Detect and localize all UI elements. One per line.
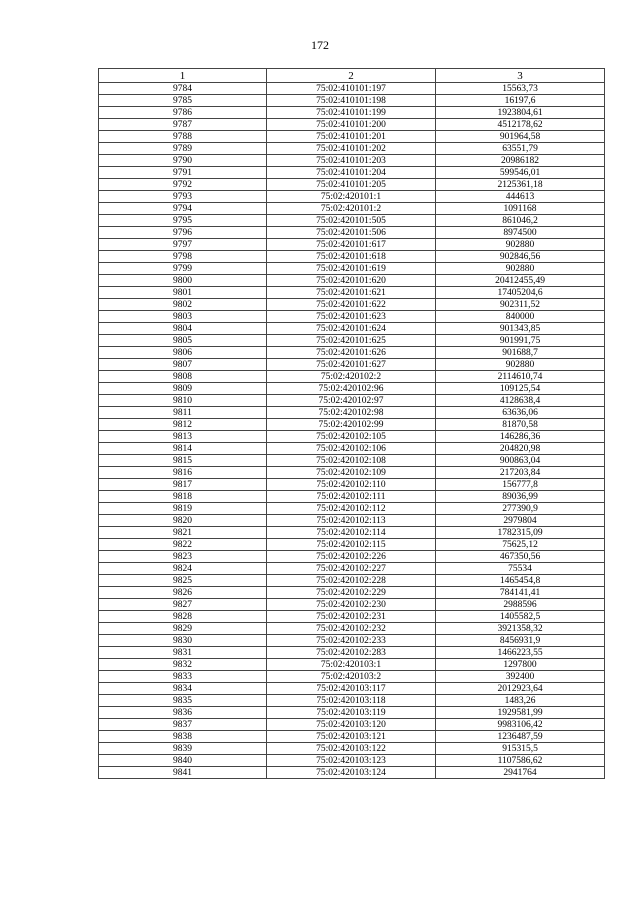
value-cell: 1929581,99	[436, 707, 605, 719]
cadastral-number-cell: 75:02:420102:114	[267, 527, 436, 539]
table-row	[99, 191, 605, 203]
table-row	[99, 155, 605, 167]
row-number-cell: 9829	[99, 623, 267, 635]
value-cell: 902880	[436, 263, 605, 275]
cadastral-number-cell: 75:02:420103:119	[267, 707, 436, 719]
row-number-cell: 9841	[99, 767, 267, 779]
cadastral-number-cell: 75:02:410101:201	[267, 131, 436, 143]
table-row	[99, 227, 605, 239]
value-cell: 902880	[436, 239, 605, 251]
value-cell: 1465454,8	[436, 575, 605, 587]
table-row	[99, 647, 605, 659]
value-cell: 15563,73	[436, 83, 605, 95]
cadastral-number-cell: 75:02:420102:111	[267, 491, 436, 503]
cadastral-number-cell: 75:02:420102:283	[267, 647, 436, 659]
cadastral-number-cell: 75:02:420102:109	[267, 467, 436, 479]
cadastral-number-cell: 75:02:410101:198	[267, 95, 436, 107]
cadastral-number-cell: 75:02:420101:625	[267, 335, 436, 347]
cadastral-number-cell: 75:02:420102:2	[267, 371, 436, 383]
value-cell: 1297800	[436, 659, 605, 671]
value-cell: 146286,36	[436, 431, 605, 443]
table-row	[99, 311, 605, 323]
row-number-cell: 9815	[99, 455, 267, 467]
row-number-cell: 9805	[99, 335, 267, 347]
cadastral-number-cell: 75:02:420103:1	[267, 659, 436, 671]
cadastral-number-cell: 75:02:410101:202	[267, 143, 436, 155]
value-cell: 277390,9	[436, 503, 605, 515]
row-number-cell: 9809	[99, 383, 267, 395]
value-cell: 2114610,74	[436, 371, 605, 383]
table-row	[99, 551, 605, 563]
row-number-cell: 9797	[99, 239, 267, 251]
value-cell: 901343,85	[436, 323, 605, 335]
row-number-cell: 9826	[99, 587, 267, 599]
row-number-cell: 9833	[99, 671, 267, 683]
cadastral-number-cell: 75:02:420101:622	[267, 299, 436, 311]
row-number-cell: 9788	[99, 131, 267, 143]
value-cell: 861046,2	[436, 215, 605, 227]
value-cell: 467350,56	[436, 551, 605, 563]
cadastral-number-cell: 75:02:410101:200	[267, 119, 436, 131]
table-row	[99, 167, 605, 179]
row-number-cell: 9825	[99, 575, 267, 587]
table-row	[99, 143, 605, 155]
row-number-cell: 9808	[99, 371, 267, 383]
row-number-cell: 9838	[99, 731, 267, 743]
cadastral-number-cell: 75:02:420103:121	[267, 731, 436, 743]
row-number-cell: 9839	[99, 743, 267, 755]
table-row	[99, 119, 605, 131]
row-number-cell: 9811	[99, 407, 267, 419]
table-row	[99, 707, 605, 719]
row-number-cell: 9816	[99, 467, 267, 479]
cadastral-number-cell: 75:02:420102:228	[267, 575, 436, 587]
table-row	[99, 107, 605, 119]
row-number-cell: 9799	[99, 263, 267, 275]
table-row	[99, 83, 605, 95]
table-row	[99, 479, 605, 491]
table-row	[99, 203, 605, 215]
value-cell: 63636,06	[436, 407, 605, 419]
value-cell: 2941764	[436, 767, 605, 779]
table-row	[99, 299, 605, 311]
row-number-cell: 9834	[99, 683, 267, 695]
cadastral-number-cell: 75:02:420101:617	[267, 239, 436, 251]
cadastral-number-cell: 75:02:420102:112	[267, 503, 436, 515]
cadastral-number-cell: 75:02:420103:117	[267, 683, 436, 695]
row-number-cell: 9803	[99, 311, 267, 323]
cadastral-number-cell: 75:02:420102:108	[267, 455, 436, 467]
cadastral-number-cell: 75:02:420102:106	[267, 443, 436, 455]
value-cell: 8456931,9	[436, 635, 605, 647]
value-cell: 901991,75	[436, 335, 605, 347]
cadastral-number-cell: 75:02:420102:113	[267, 515, 436, 527]
table-row	[99, 527, 605, 539]
table-row	[99, 503, 605, 515]
cadastral-number-cell: 75:02:420102:231	[267, 611, 436, 623]
cadastral-number-cell: 75:02:410101:197	[267, 83, 436, 95]
cadastral-number-cell: 75:02:420102:105	[267, 431, 436, 443]
row-number-cell: 9814	[99, 443, 267, 455]
value-cell: 109125,54	[436, 383, 605, 395]
row-number-cell: 9793	[99, 191, 267, 203]
cadastral-number-cell: 75:02:420101:506	[267, 227, 436, 239]
value-cell: 1483,26	[436, 695, 605, 707]
value-cell: 599546,01	[436, 167, 605, 179]
row-number-cell: 9784	[99, 83, 267, 95]
table-row	[99, 419, 605, 431]
table-row	[99, 599, 605, 611]
cadastral-number-cell: 75:02:420103:120	[267, 719, 436, 731]
table-row	[99, 719, 605, 731]
table-row	[99, 275, 605, 287]
row-number-cell: 9824	[99, 563, 267, 575]
value-cell: 901964,58	[436, 131, 605, 143]
row-number-cell: 9831	[99, 647, 267, 659]
table-row	[99, 695, 605, 707]
cadastral-number-cell: 75:02:410101:199	[267, 107, 436, 119]
value-cell: 902846,56	[436, 251, 605, 263]
row-number-cell: 9823	[99, 551, 267, 563]
row-number-cell: 9835	[99, 695, 267, 707]
value-cell: 840000	[436, 311, 605, 323]
table-row	[99, 539, 605, 551]
value-cell: 8974500	[436, 227, 605, 239]
row-number-cell: 9840	[99, 755, 267, 767]
value-cell: 915315,5	[436, 743, 605, 755]
row-number-cell: 9836	[99, 707, 267, 719]
cadastral-number-cell: 75:02:410101:205	[267, 179, 436, 191]
table-row	[99, 767, 605, 779]
row-number-cell: 9796	[99, 227, 267, 239]
value-cell: 1923804,61	[436, 107, 605, 119]
row-number-cell: 9787	[99, 119, 267, 131]
header-row	[99, 69, 605, 83]
value-cell: 156777,8	[436, 479, 605, 491]
table-row	[99, 287, 605, 299]
table-row	[99, 407, 605, 419]
row-number-cell: 9827	[99, 599, 267, 611]
value-cell: 1466223,55	[436, 647, 605, 659]
value-cell: 784141,41	[436, 587, 605, 599]
cadastral-number-cell: 75:02:420103:124	[267, 767, 436, 779]
table-row	[99, 431, 605, 443]
value-cell: 20986182	[436, 155, 605, 167]
cadastral-number-cell: 75:02:420103:2	[267, 671, 436, 683]
row-number-cell: 9837	[99, 719, 267, 731]
table-row	[99, 755, 605, 767]
table-row	[99, 671, 605, 683]
value-cell: 900863,04	[436, 455, 605, 467]
table-row	[99, 611, 605, 623]
value-cell: 392400	[436, 671, 605, 683]
value-cell: 444613	[436, 191, 605, 203]
row-number-cell: 9813	[99, 431, 267, 443]
row-number-cell: 9790	[99, 155, 267, 167]
table-row	[99, 215, 605, 227]
row-number-cell: 9810	[99, 395, 267, 407]
value-cell: 75534	[436, 563, 605, 575]
row-number-cell: 9792	[99, 179, 267, 191]
table-row	[99, 515, 605, 527]
row-number-cell: 9806	[99, 347, 267, 359]
row-number-cell: 9807	[99, 359, 267, 371]
cadastral-number-cell: 75:02:420101:627	[267, 359, 436, 371]
cadastral-number-cell: 75:02:420101:618	[267, 251, 436, 263]
value-cell: 2125361,18	[436, 179, 605, 191]
cadastral-number-cell: 75:02:420102:232	[267, 623, 436, 635]
value-cell: 3921358,32	[436, 623, 605, 635]
table-row	[99, 443, 605, 455]
table-row	[99, 731, 605, 743]
column-header-2: 2	[267, 69, 436, 83]
cadastral-number-cell: 75:02:420101:2	[267, 203, 436, 215]
page-number: 172	[311, 38, 329, 52]
table-row	[99, 131, 605, 143]
value-cell: 63551,79	[436, 143, 605, 155]
table-row	[99, 335, 605, 347]
cadastral-number-cell: 75:02:420102:229	[267, 587, 436, 599]
value-cell: 2012923,64	[436, 683, 605, 695]
row-number-cell: 9818	[99, 491, 267, 503]
table-row	[99, 623, 605, 635]
value-cell: 1405582,5	[436, 611, 605, 623]
cadastral-number-cell: 75:02:420102:99	[267, 419, 436, 431]
table-row	[99, 371, 605, 383]
value-cell: 4128638,4	[436, 395, 605, 407]
cadastral-number-cell: 75:02:420102:96	[267, 383, 436, 395]
row-number-cell: 9822	[99, 539, 267, 551]
value-cell: 4512178,62	[436, 119, 605, 131]
cadastral-number-cell: 75:02:420102:115	[267, 539, 436, 551]
value-cell: 217203,84	[436, 467, 605, 479]
row-number-cell: 9785	[99, 95, 267, 107]
value-cell: 902311,52	[436, 299, 605, 311]
table-row	[99, 239, 605, 251]
table-row	[99, 575, 605, 587]
cadastral-number-cell: 75:02:420102:110	[267, 479, 436, 491]
value-cell: 1107586,62	[436, 755, 605, 767]
table-row	[99, 359, 605, 371]
table-header	[99, 69, 605, 83]
table-row	[99, 659, 605, 671]
cadastral-number-cell: 75:02:420103:123	[267, 755, 436, 767]
table-row	[99, 347, 605, 359]
row-number-cell: 9821	[99, 527, 267, 539]
cadastral-number-cell: 75:02:420101:1	[267, 191, 436, 203]
row-number-cell: 9828	[99, 611, 267, 623]
cadastral-number-cell: 75:02:420101:623	[267, 311, 436, 323]
row-number-cell: 9830	[99, 635, 267, 647]
value-cell: 9983106,42	[436, 719, 605, 731]
row-number-cell: 9786	[99, 107, 267, 119]
table-row	[99, 455, 605, 467]
value-cell: 2988596	[436, 599, 605, 611]
row-number-cell: 9819	[99, 503, 267, 515]
cadastral-number-cell: 75:02:410101:204	[267, 167, 436, 179]
table-row	[99, 323, 605, 335]
table-body	[99, 83, 605, 779]
row-number-cell: 9804	[99, 323, 267, 335]
value-cell: 204820,98	[436, 443, 605, 455]
value-cell: 17405204,6	[436, 287, 605, 299]
value-cell: 902880	[436, 359, 605, 371]
row-number-cell: 9794	[99, 203, 267, 215]
table-row	[99, 179, 605, 191]
value-cell: 75625,12	[436, 539, 605, 551]
value-cell: 2979804	[436, 515, 605, 527]
table-row	[99, 467, 605, 479]
cadastral-table	[98, 68, 605, 779]
table-row	[99, 491, 605, 503]
row-number-cell: 9812	[99, 419, 267, 431]
row-number-cell: 9795	[99, 215, 267, 227]
table-row	[99, 251, 605, 263]
cadastral-number-cell: 75:02:420102:226	[267, 551, 436, 563]
table-row	[99, 263, 605, 275]
cadastral-number-cell: 75:02:420102:230	[267, 599, 436, 611]
column-header-3: 3	[436, 69, 605, 83]
cadastral-number-cell: 75:02:420103:122	[267, 743, 436, 755]
table-row	[99, 95, 605, 107]
cadastral-number-cell: 75:02:420103:118	[267, 695, 436, 707]
row-number-cell: 9800	[99, 275, 267, 287]
value-cell: 81870,58	[436, 419, 605, 431]
cadastral-number-cell: 75:02:410101:203	[267, 155, 436, 167]
row-number-cell: 9801	[99, 287, 267, 299]
cadastral-number-cell: 75:02:420102:233	[267, 635, 436, 647]
cadastral-number-cell: 75:02:420101:619	[267, 263, 436, 275]
table-row	[99, 683, 605, 695]
cadastral-number-cell: 75:02:420101:505	[267, 215, 436, 227]
row-number-cell: 9832	[99, 659, 267, 671]
row-number-cell: 9789	[99, 143, 267, 155]
table-row	[99, 563, 605, 575]
value-cell: 1091168	[436, 203, 605, 215]
table-row	[99, 743, 605, 755]
cadastral-number-cell: 75:02:420102:98	[267, 407, 436, 419]
value-cell: 20412455,49	[436, 275, 605, 287]
cadastral-number-cell: 75:02:420101:624	[267, 323, 436, 335]
table-row	[99, 635, 605, 647]
value-cell: 1236487,59	[436, 731, 605, 743]
value-cell: 89036,99	[436, 491, 605, 503]
table-row	[99, 383, 605, 395]
row-number-cell: 9820	[99, 515, 267, 527]
row-number-cell: 9791	[99, 167, 267, 179]
cadastral-number-cell: 75:02:420101:621	[267, 287, 436, 299]
cadastral-number-cell: 75:02:420101:626	[267, 347, 436, 359]
value-cell: 1782315,09	[436, 527, 605, 539]
column-header-1: 1	[99, 69, 267, 83]
row-number-cell: 9798	[99, 251, 267, 263]
value-cell: 901688,7	[436, 347, 605, 359]
row-number-cell: 9817	[99, 479, 267, 491]
cadastral-number-cell: 75:02:420102:227	[267, 563, 436, 575]
cadastral-number-cell: 75:02:420102:97	[267, 395, 436, 407]
cadastral-number-cell: 75:02:420101:620	[267, 275, 436, 287]
table-row	[99, 587, 605, 599]
table-row	[99, 395, 605, 407]
row-number-cell: 9802	[99, 299, 267, 311]
value-cell: 16197,6	[436, 95, 605, 107]
